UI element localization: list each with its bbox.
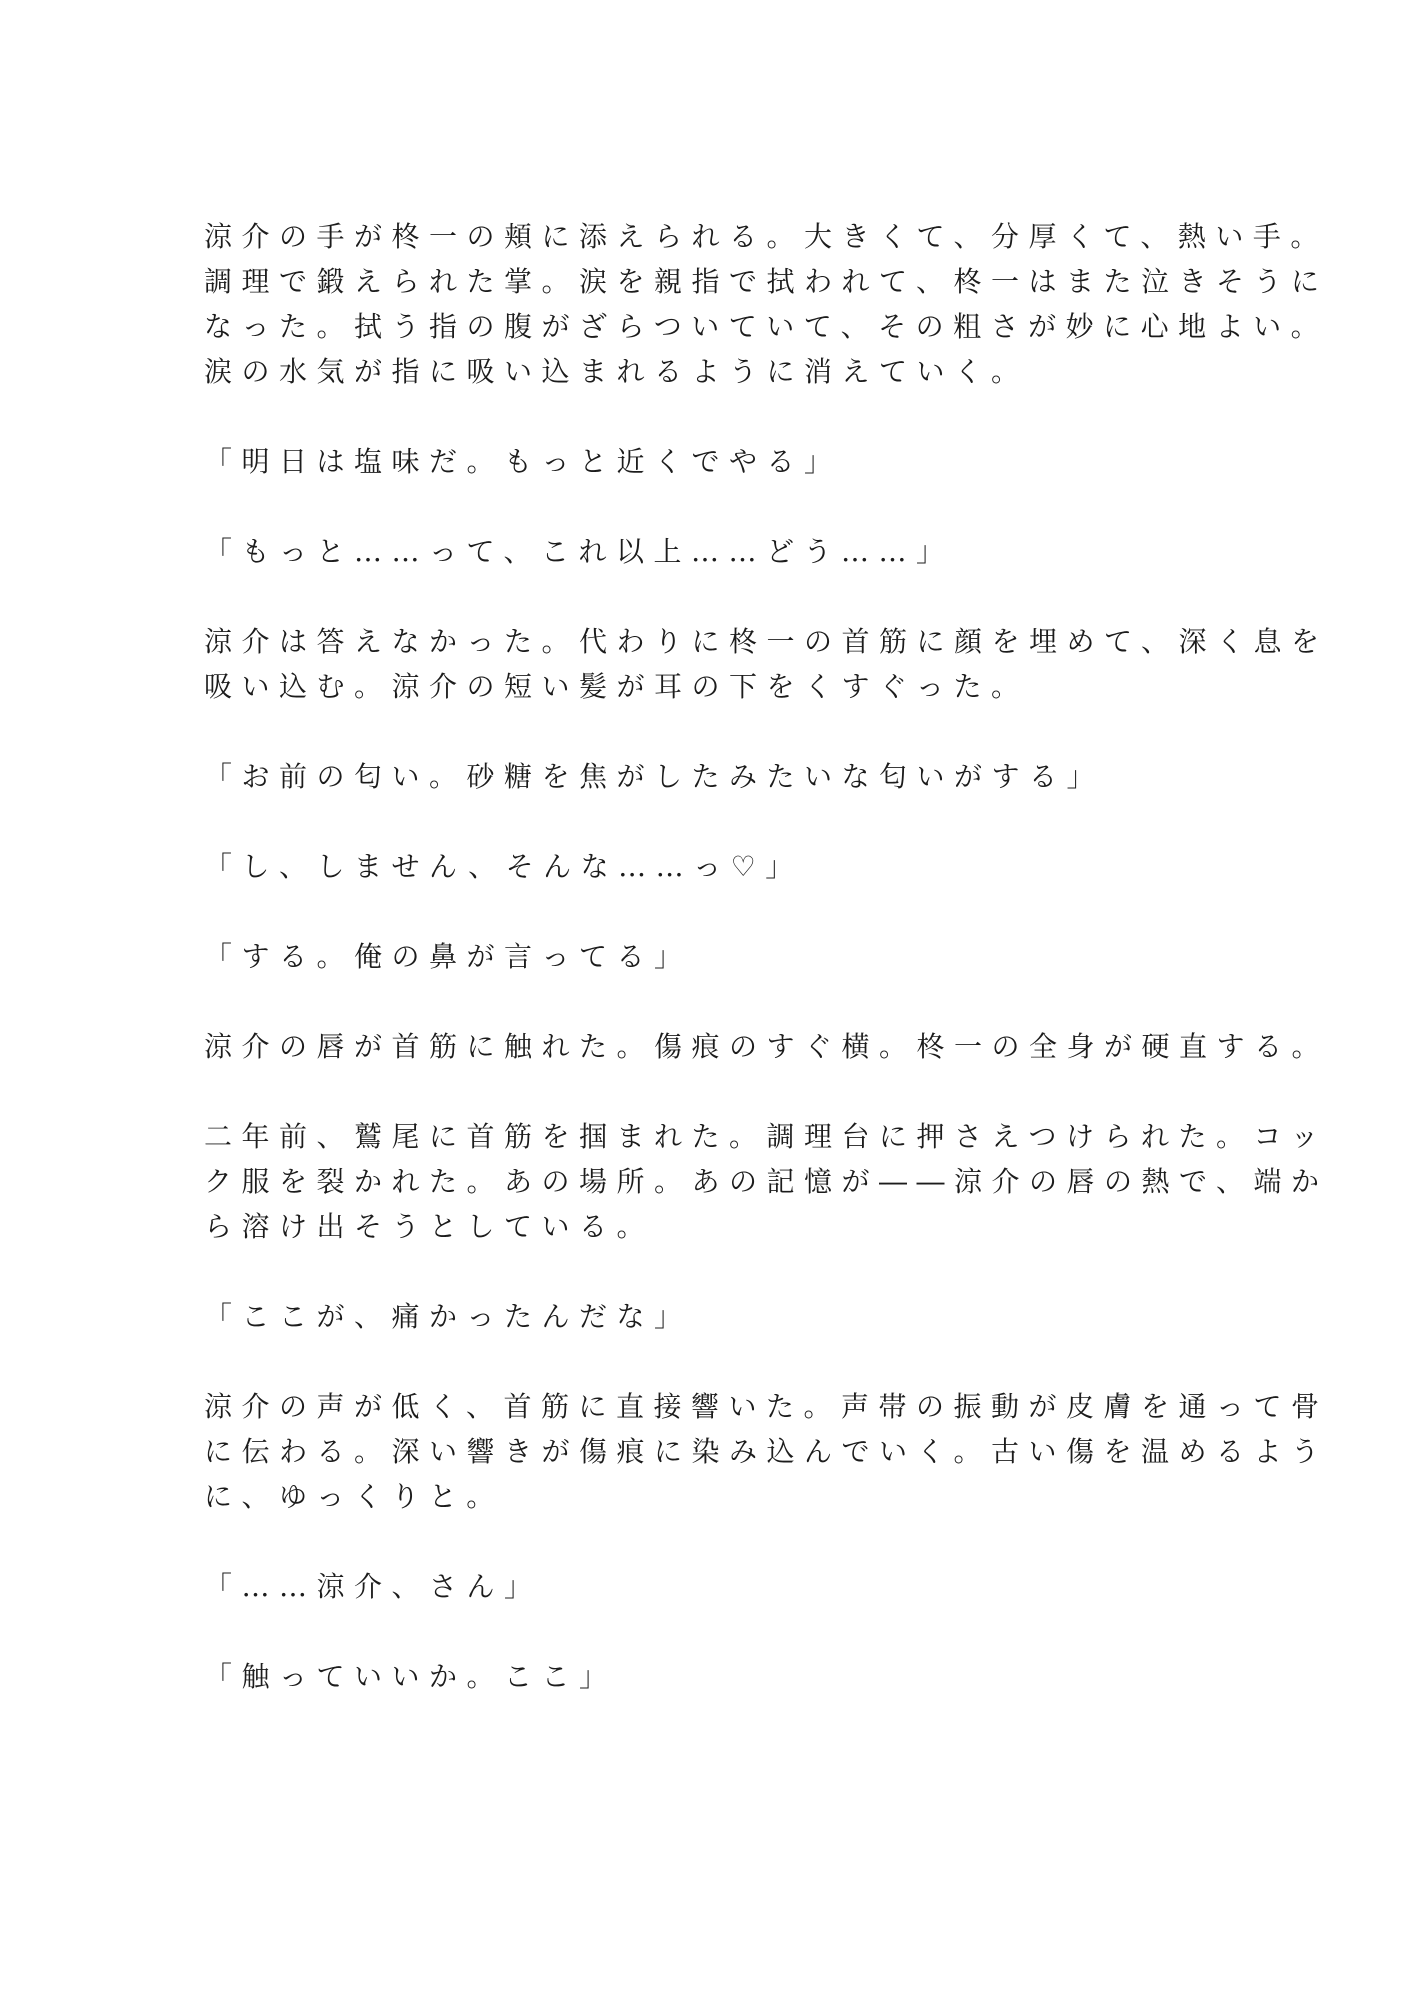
text-line: に、ゆっくりと。 (204, 1480, 504, 1513)
text-line: 「明日は塩味だ。もっと近くでやる」 (204, 445, 842, 478)
text-line: に伝わる。深い響きが傷痕に染み込んでいく。古い傷を温めるよう (204, 1435, 1329, 1468)
dialogue-paragraph (204, 844, 1204, 889)
body-text (204, 214, 1330, 1744)
dialogue-paragraph (204, 754, 1204, 799)
text-line: 「し、しません、そんな……っ♡」 (204, 850, 803, 883)
text-line: 涙の水気が指に吸い込まれるように消えていく。 (204, 355, 1029, 388)
dialogue-paragraph (204, 1294, 1204, 1339)
text-line: 「もっと……って、これ以上……どう……」 (204, 535, 954, 568)
text-line: 涼介の唇が首筋に触れた。傷痕のすぐ横。柊一の全身が硬直する。 (204, 1030, 1330, 1063)
text-line: 「する。俺の鼻が言ってる」 (204, 940, 692, 973)
text-line: なった。拭う指の腹がざらついていて、その粗さが妙に心地よい。 (204, 310, 1329, 343)
dialogue-paragraph (204, 439, 1204, 484)
dialogue-paragraph (204, 1564, 1204, 1609)
text-line: ク服を裂かれた。あの場所。あの記憶が――涼介の唇の熱で、端か (204, 1165, 1329, 1198)
text-line: 「ここが、痛かったんだな」 (204, 1300, 692, 1333)
paragraph (204, 214, 1329, 394)
paragraph (204, 619, 1329, 709)
paragraph (204, 1024, 1330, 1069)
text-line: 涼介は答えなかった。代わりに柊一の首筋に顔を埋めて、深く息を (204, 625, 1329, 658)
text-line: ら溶け出そうとしている。 (204, 1210, 655, 1243)
text-line: 涼介の声が低く、首筋に直接響いた。声帯の振動が皮膚を通って骨 (204, 1390, 1329, 1423)
text-line: 「お前の匂い。砂糖を焦がしたみたいな匂いがする」 (204, 760, 1105, 793)
dialogue-paragraph (204, 1654, 1204, 1699)
text-line: 「触っていいか。ここ」 (204, 1660, 617, 1693)
paragraph (204, 1114, 1329, 1249)
text-line: 吸い込む。涼介の短い髪が耳の下をくすぐった。 (204, 670, 1029, 703)
dialogue-paragraph (204, 529, 1204, 574)
text-line: 二年前、鷲尾に首筋を掴まれた。調理台に押さえつけられた。コッ (204, 1120, 1328, 1153)
dialogue-paragraph (204, 934, 1204, 979)
text-line: 涼介の手が柊一の頬に添えられる。大きくて、分厚くて、熱い手。 (204, 220, 1328, 253)
paragraph (204, 1384, 1329, 1519)
text-line: 「……涼介、さん」 (204, 1570, 542, 1603)
text-line: 調理で鍛えられた掌。涙を親指で拭われて、柊一はまた泣きそうに (204, 265, 1329, 298)
